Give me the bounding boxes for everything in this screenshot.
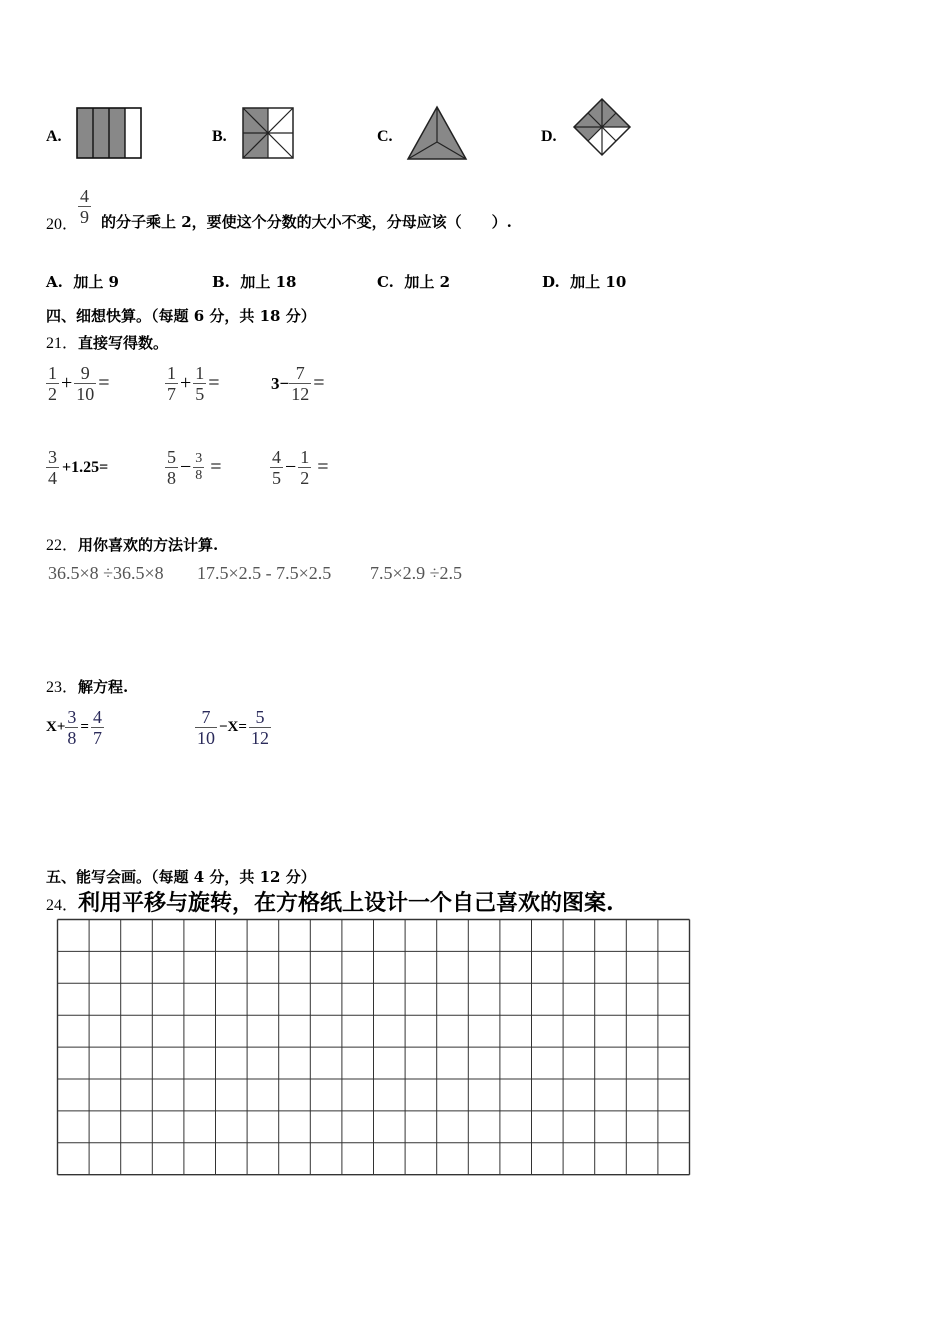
q20-option-a <box>46 271 119 292</box>
numerator: 4 <box>272 447 281 467</box>
expression-5 <box>165 447 222 488</box>
calc-expression-2: 17.5×2.5 - 7.5×2.5 <box>197 563 332 583</box>
expression-4 <box>46 447 108 488</box>
denominator: 12 <box>250 728 269 748</box>
section-5-title: 五、能写会画。（每题 4 分，共 12 分） <box>46 868 316 886</box>
denominator: 2 <box>300 468 310 488</box>
question-20-number: 20． <box>46 216 79 233</box>
denominator: 5 <box>195 384 205 404</box>
denominator: 7 <box>167 384 176 404</box>
equals-sign: = <box>80 719 89 735</box>
denominator: 5 <box>272 468 281 488</box>
numerator: 5 <box>167 447 176 467</box>
equation-middle: −X= <box>219 719 247 735</box>
trailing-term: +1.25= <box>62 458 109 476</box>
operator: − <box>285 456 297 478</box>
q20-option-c <box>377 271 450 292</box>
operator: + <box>180 372 192 394</box>
expression-6 <box>270 447 329 488</box>
figure-c-triangle <box>405 104 469 162</box>
figure-d-diamond <box>569 96 637 160</box>
denominator: 2 <box>48 384 57 404</box>
denominator: 8 <box>67 728 77 748</box>
numerator: 3 <box>195 451 203 466</box>
calc-expression-3: 7.5×2.9 ÷2.5 <box>370 563 463 583</box>
square-grid-paper[interactable] <box>56 918 693 1177</box>
figure-b-square <box>241 106 297 162</box>
numerator: 9 <box>80 363 90 383</box>
numerator: 1 <box>167 363 176 383</box>
question-title: 解方程. <box>78 678 129 696</box>
denominator: 8 <box>195 468 203 483</box>
question-number: 21． <box>46 335 79 352</box>
denominator: 8 <box>167 468 176 488</box>
numerator: 7 <box>295 363 305 383</box>
option-letter: A. <box>46 273 63 291</box>
equation-lead: X+ <box>46 719 66 735</box>
question-title: 直接写得数。 <box>78 334 169 352</box>
equation-2 <box>195 707 271 748</box>
calc-expression-1: 36.5×8 ÷36.5×8 <box>48 563 164 583</box>
numerator: 1 <box>300 447 310 467</box>
denominator: 10 <box>197 728 215 748</box>
question-23-header <box>46 674 128 697</box>
numerator: 4 <box>92 707 102 727</box>
denominator: 12 <box>291 384 310 404</box>
denominator: 10 <box>76 384 95 404</box>
option-letter: B. <box>212 273 230 291</box>
operator: + <box>61 372 73 394</box>
option-b-label: B. <box>212 128 227 145</box>
equals-sign: = <box>317 456 329 478</box>
figure-a-rectangle <box>76 106 144 160</box>
equals-sign: = <box>208 372 220 394</box>
expression-2 <box>165 363 220 404</box>
question-title: 利用平移与旋转，在方格纸上设计一个自己喜欢的图案. <box>78 890 614 916</box>
equals-sign: = <box>210 456 222 478</box>
equals-sign: = <box>98 372 110 394</box>
operator: − <box>180 456 192 478</box>
option-text: 加上 2 <box>404 273 451 291</box>
option-letter: D. <box>542 273 560 291</box>
q20-option-b <box>212 271 296 292</box>
numerator: 1 <box>48 363 57 383</box>
fraction-numerator: 4 <box>80 186 89 206</box>
question-20-fraction <box>78 186 91 227</box>
option-text: 加上 18 <box>240 273 297 291</box>
expression-3 <box>271 363 324 404</box>
numerator: 5 <box>255 707 265 727</box>
denominator: 4 <box>48 468 57 488</box>
expression-1 <box>46 363 110 404</box>
question-24-header <box>46 886 614 917</box>
question-number: 24． <box>46 897 79 914</box>
option-letter: C. <box>377 273 394 291</box>
numerator: 1 <box>195 363 205 383</box>
numerator: 3 <box>48 447 57 467</box>
question-22-header <box>46 532 218 555</box>
option-text: 加上 9 <box>73 273 119 291</box>
leading-term: 3− <box>271 373 290 393</box>
numerator: 7 <box>201 707 211 727</box>
question-number: 22． <box>46 537 79 554</box>
equals-sign: = <box>313 372 325 394</box>
question-20-text: 的分子乘上 2，要使这个分数的大小不变，分母应该（ ）. <box>101 213 512 231</box>
numerator: 3 <box>67 707 77 727</box>
option-a-label: A. <box>46 128 62 145</box>
question-21-header <box>46 330 168 353</box>
equation-1 <box>46 707 104 748</box>
question-number: 23． <box>46 679 79 696</box>
section-4-title: 四、细想快算。（每题 6 分，共 18 分） <box>46 307 316 325</box>
denominator: 7 <box>92 728 102 748</box>
option-d-label: D. <box>541 128 557 145</box>
option-c-label: C. <box>377 128 393 145</box>
option-text: 加上 10 <box>570 273 627 291</box>
q20-option-d <box>542 271 626 292</box>
question-title: 用你喜欢的方法计算. <box>78 536 219 554</box>
fraction-denominator: 9 <box>80 207 89 227</box>
